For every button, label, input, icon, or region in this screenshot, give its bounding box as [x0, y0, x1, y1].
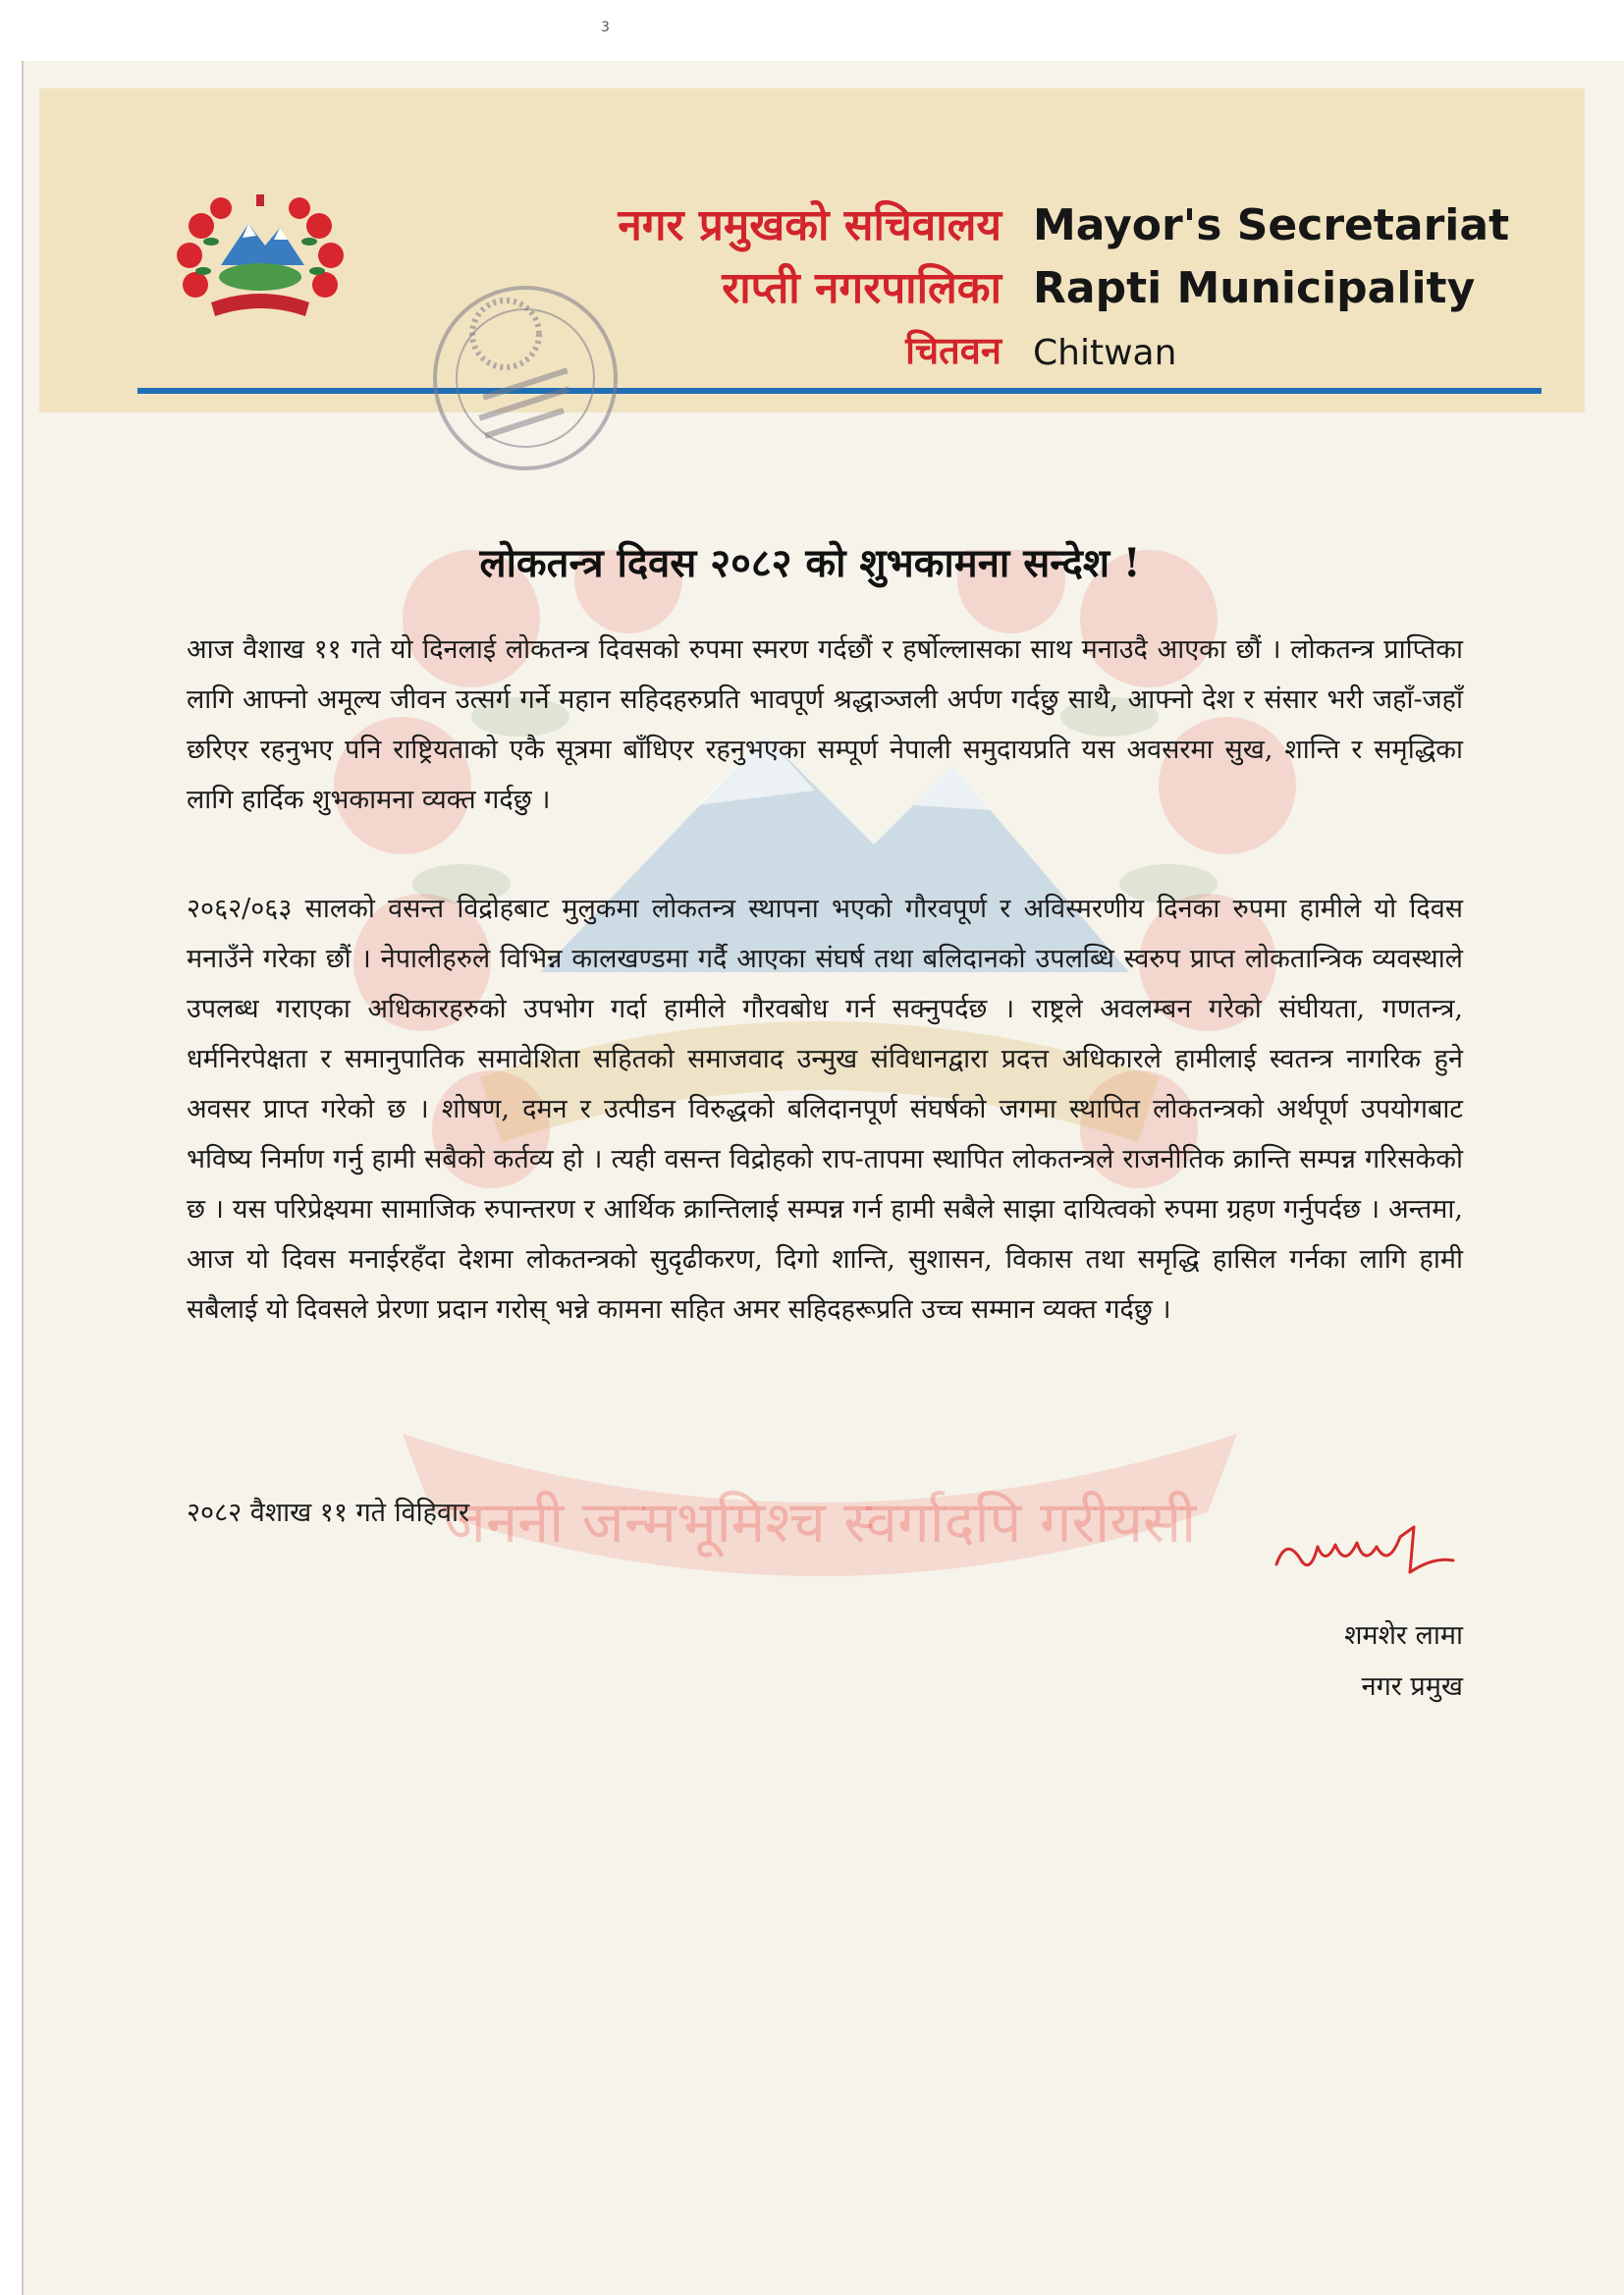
office-name-en: Mayor's Secretariat — [1033, 200, 1510, 250]
handwritten-signature — [1267, 1517, 1463, 1586]
message-paragraph-1: आज वैशाख ११ गते यो दिनलाई लोकतन्त्र दिवसको रुपमा स्मरण गर्दछौं र हर्षोल्लासका साथ मनाउदै आएका छौं । लोकतन्त्र प्राप्तिका लागि आफ्नो अमूल्य जीवन उत्सर्ग गर्ने महान सहिदहरुप्रति भावपूर्ण श्रद्धाञ्जली अर्पण गर्दछु साथै, आफ्नो देश र संसार भरी जहाँ-जहाँ छरिएर रहनुभए पनि राष्ट्रियताको एकै सूत्रमा बाँधिएर रहनुभएका सम्पूर्ण नेपाली समुदायप्रति यस अवसरमा सुख, शान्ति र समृद्धिका लागि हार्दिक शुभकामना व्यक्त गर्दछु । — [187, 634, 1463, 815]
office-name-np: नगर प्रमुखको सचिवालय — [618, 200, 1001, 250]
signatory-name: शमशेर लामा — [1344, 1620, 1463, 1651]
watermark-motto: जननी जन्मभूमिश्च स्वर्गादपि गरीयसी — [443, 1489, 1197, 1556]
sheet-edge — [22, 61, 24, 2295]
message-paragraph-2: २०६२/०६३ सालको वसन्त विद्रोहबाट मुलुकमा लोकतन्त्र स्थापना भएको गौरवपूर्ण र अविस्मरणीय दिनका रुपमा हामीले यो दिवस मनाउँने गरेका छौं । नेपालीहरुले विभिन्न कालखण्डमा गर्दै आएका संघर्ष तथा बलिदानको उपलब्धि स्वरुप प्राप्त लोकतान्त्रिक व्यवस्थाले उपलब्ध गराएका अधिकारहरुको उपभोग गर्दा हामीले गौरवबोध गर्न सक्नुपर्दछ । राष्ट्रले अवलम्बन गरेको संघीयता, गणतन्त्र, धर्मनिरपेक्षता र समानुपातिक समावेशिता सहितको समाजवाद उन्मुख संविधानद्वारा प्रदत्त अधिकारले हामीलाई स्वतन्त्र नागरिक हुने अवसर प्राप्त गरेको छ । शोषण, दमन र उत्पीडन विरुद्धको बलिदानपूर्ण संघर्षको जगमा स्थापित लोकतन्त्रको अर्थपूर्ण उपयोगबाट भविष्य निर्माण गर्नु हामी सबैको कर्तव्य हो । त्यही वसन्त विद्रोहको राप-तापमा स्थापित लोकतन्त्रले राजनीतिक क्रान्ति सम्पन्न गरिसकेको छ । यस परिप्रेक्ष्यमा सामाजिक रुपान्तरण र आर्थिक क्रान्तिलाई सम्पन्न गर्न हामी सबैले साझा दायित्वको रुपमा ग्रहण गर्नुपर्दछ । अन्तमा, आज यो दिवस मनाईरहँदा देशमा लोकतन्त्रको सुदृढीकरण, दिगो शान्ति, सुशासन, विकास तथा समृद्धि हासिल गर्नका लागि हामी सबैलाई यो दिवसले प्रेरणा प्रदान गरोस् भन्ने कामना सहित अमर सहिदहरूप्रति उच्च सम्मान व्यक्त गर्दछु । — [187, 894, 1463, 1325]
letterhead-rule — [137, 388, 1542, 394]
district-name-np: चितवन — [905, 329, 1001, 372]
municipality-name-np: राप्ती नगरपालिका — [722, 263, 1001, 313]
signatory-title: नगर प्रमुख — [1361, 1671, 1463, 1702]
nepal-emblem-icon — [172, 187, 349, 334]
district-name-en: Chitwan — [1033, 333, 1177, 373]
document-heading: लोकतन्त्र दिवस २०८२ को शुभकामना सन्देश ! — [479, 540, 1141, 586]
document-date: २०८२ वैशाख ११ गते विहिवार — [187, 1498, 469, 1528]
municipality-name-en: Rapti Municipality — [1033, 263, 1476, 313]
page-number-mark: 3 — [601, 20, 610, 35]
official-stamp-seal — [412, 265, 638, 491]
